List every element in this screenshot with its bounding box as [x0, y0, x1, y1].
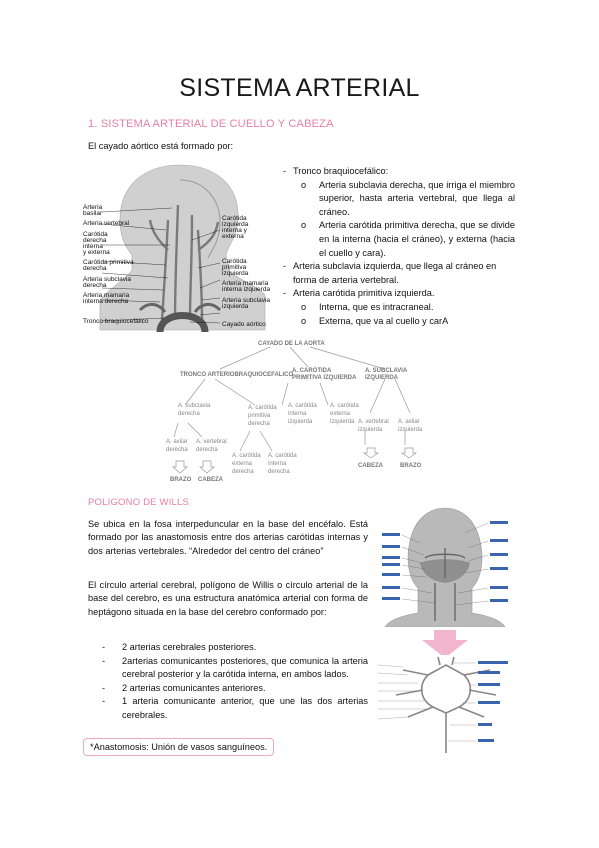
tree-end-cabeza-right: CABEZA [198, 477, 223, 483]
label-carotida-izquierda-1: Carótida [222, 215, 247, 222]
list-item: o Arteria carótida primitiva derecha, que se divide en la interna (hacia el cráneo), y externa (hacia el cuello y cara). [301, 220, 515, 258]
label-carotida-izquierda-3: interna y [222, 227, 247, 234]
label-arteria-vertebral: Arteria vertebral [83, 220, 130, 227]
tree-node-b1b2-1: A. carótida [268, 453, 297, 459]
tree-node-b1b-2: primitiva [248, 413, 271, 419]
list-item-text: Arteria carótida primitiva derecha, que se divide en la interna (hacia el cráneo), y externa (hacia el cuello y cara). [319, 220, 515, 258]
tree-node-b3b-2: izquierda [398, 427, 423, 433]
label-carotida-derecha-4: y externa [83, 249, 110, 256]
tree-node-b1b1-2: externa [232, 461, 253, 467]
list-item-text: 1 arteria comunicante anterior, que une las dos arterias cerebrales. [122, 696, 368, 720]
label-tronco-braquiocefalico: Tronco braquiocefálico [83, 318, 149, 325]
list-item-text: 2 arterias cerebrales posteriores. [122, 642, 257, 652]
tree-node-b2b-1: A. carótida [330, 403, 359, 409]
list-item: o Externa, que va al cuello y carA [301, 315, 449, 326]
down-arrow [422, 630, 468, 658]
intro-text: El cayado aórtico está formado por: [88, 141, 234, 151]
label-arteria-basilar-2: basilar [83, 210, 103, 217]
label-subclavia-izquierda-1: Arteria subclavia [222, 297, 270, 304]
list-item-text: 2 arterias comunicantes anteriores. [122, 682, 266, 693]
list-item: - 2 arterias cerebrales posteriores. [102, 642, 257, 652]
list-item-text: Arteria subclavia izquierda, que llega al cráneo en forma de arteria vertebral. [293, 261, 497, 285]
label-mamaria-izquierda-1: Arteria mamaria [222, 280, 269, 287]
label-carotida-primitiva-izquierda-3: izquierda [222, 270, 249, 277]
tree-node-b2a-3: izquierda [288, 419, 313, 425]
list-item-text: Arteria subclavia derecha, que irriga el miembro superior, hasta arteria vertebral, que llega al cráneo. [319, 179, 515, 217]
tree-branch-2a: A. CARÓTIDA [292, 368, 332, 374]
label-mamaria-derecha-2: interna derecha [83, 298, 129, 305]
list-item: - 2arterias comunicantes posteriores, que comunica la arteria cerebral posterior y la carótida interna, en ambos lados. [102, 655, 368, 680]
section-heading-1: 1. SISTEMA ARTERIAL DE CUELLO Y CABEZA [88, 118, 334, 130]
list-item-text: Tronco braquiocefálico: [293, 166, 389, 176]
list-item: - 2 arterias comunicantes anteriores. [102, 682, 266, 693]
tree-node-b2b-2: externa [330, 411, 351, 417]
tree-node-b1a2-1: A. vertebral [196, 439, 227, 445]
page-title: SISTEMA ARTERIAL [179, 74, 420, 102]
label-carotida-derecha-3: interna [83, 243, 103, 250]
label-carotida-izquierda-4: externa [222, 233, 244, 240]
list-item: o Arteria subclavia derecha, que irriga el miembro superior, hasta arteria vertebral, que llega al cráneo. [301, 179, 515, 217]
list-item: - Tronco braquiocefálico: [283, 166, 389, 176]
list-item: - 1 arteria comunicante anterior, que une las dos arterias cerebrales. [102, 696, 368, 720]
list-item: - Arteria carótida primitiva izquierda. [283, 288, 435, 299]
anastomosis-note: *Anastomosis: Unión de vasos sanguíneos. [83, 738, 274, 756]
tree-node-b3b-1: A. axilar [398, 419, 420, 425]
tree-node-b3a-1: A. vertebral [358, 419, 389, 425]
tree-branch-2b: PRIMITIVA IZQUIERDA [292, 375, 357, 381]
list-item: - Arteria subclavia izquierda, que llega al cráneo en forma de arteria vertebral. [283, 261, 497, 285]
list-item-text: Interna, que es intracraneal. [319, 301, 434, 312]
tree-node-b1b1-1: A. carótida [232, 453, 261, 459]
label-carotida-izquierda-2: izquierda [222, 221, 249, 228]
label-subclavia-derecha-1: Arteria subclavia [83, 276, 132, 283]
section-heading-2: POLIGONO DE WILLS [88, 497, 190, 508]
tree-node-b1b1-3: derecha [232, 469, 254, 475]
neck-arteries-figure [80, 160, 270, 332]
label-carotida-primitiva-izquierda-1: Carótida [222, 258, 247, 265]
paragraph-location: Se ubica en la fosa interpeduncular en la base del encéfalo. Está formado por las anastomosis entre dos arterias carótidas internas y dos arterias vertebrales. “Alrededor del centro del cráneo” [88, 519, 368, 556]
tree-node-b3a-2: izquierda [358, 427, 383, 433]
label-subclavia-derecha-2: derecha [83, 282, 107, 289]
arch-branches-list [283, 165, 515, 328]
tree-end-brazo-left: BRAZO [400, 463, 422, 469]
label-mamaria-derecha-1: Arteria mamaria [83, 292, 130, 299]
label-carotida-primitiva-izquierda-2: primitiva [222, 264, 247, 271]
tree-node-b1b-1: A. carótida [248, 405, 277, 411]
label-subclavia-izquierda-2: izquierda [222, 303, 249, 310]
tree-node-b2a-1: A. carótida [288, 403, 317, 409]
paragraph-definition: El círculo arterial cerebral, polígono de Willis o círculo arterial de la base del cerebro, es una estructura anatómica arterial con forma de heptágono situada en la base del cerebro conformado por: [88, 580, 368, 617]
willis-components-list [102, 641, 368, 723]
list-item-text: 2arterias comunicantes posteriores, que comunica la arteria cerebral posterior y la carótida interna, en ambos lados. [122, 655, 368, 680]
label-carotida-primitiva-derecha-2: derecha [83, 265, 107, 272]
label-mamaria-izquierda-2: interna izquierda [222, 286, 270, 293]
label-arteria-basilar-1: Arteria [83, 204, 103, 211]
label-cayado-aortico: Cayado aórtico [222, 321, 266, 328]
willis-circle-figure [378, 655, 514, 755]
tree-node-b1a2-2: derecha [196, 447, 218, 453]
label-carotida-derecha-1: Carótida [83, 231, 108, 238]
tree-root: CAYADO DE LA AORTA [258, 341, 325, 347]
tree-end-cabeza-left: CABEZA [358, 463, 383, 469]
willis-head-figure [380, 503, 510, 627]
list-item-text: Arteria carótida primitiva izquierda. [293, 288, 435, 299]
tree-branch-1: TRONCO ARTERIOBRAQUIOCEFALICO [180, 372, 294, 378]
tree-node-b1a1-2: derecha [166, 447, 188, 453]
list-item-text: Externa, que va al cuello y carA [319, 315, 449, 326]
tree-branch-3b: IZQUIERDA [365, 375, 398, 381]
tree-node-b1b2-2: interna [268, 461, 287, 467]
label-carotida-primitiva-derecha-1: Carótida primitiva [83, 259, 134, 266]
aorta-tree-diagram [160, 335, 450, 485]
tree-node-b2b-3: izquierda [330, 419, 355, 425]
tree-node-b1a-1: A. subclavia [178, 403, 211, 409]
tree-node-b1b2-3: derecha [268, 469, 290, 475]
tree-node-b2a-2: interna [288, 411, 307, 417]
tree-end-brazo-right: BRAZO [170, 477, 192, 483]
list-item: o Interna, que es intracraneal. [301, 301, 434, 312]
tree-node-b1b-3: derecha [248, 421, 270, 427]
label-carotida-derecha-2: derecha [83, 237, 107, 244]
tree-node-b1a1-1: A. axilar [166, 439, 188, 445]
tree-node-b1a-2: derecha [178, 411, 200, 417]
tree-branch-3a: A. SUBCLAVIA [365, 368, 408, 374]
